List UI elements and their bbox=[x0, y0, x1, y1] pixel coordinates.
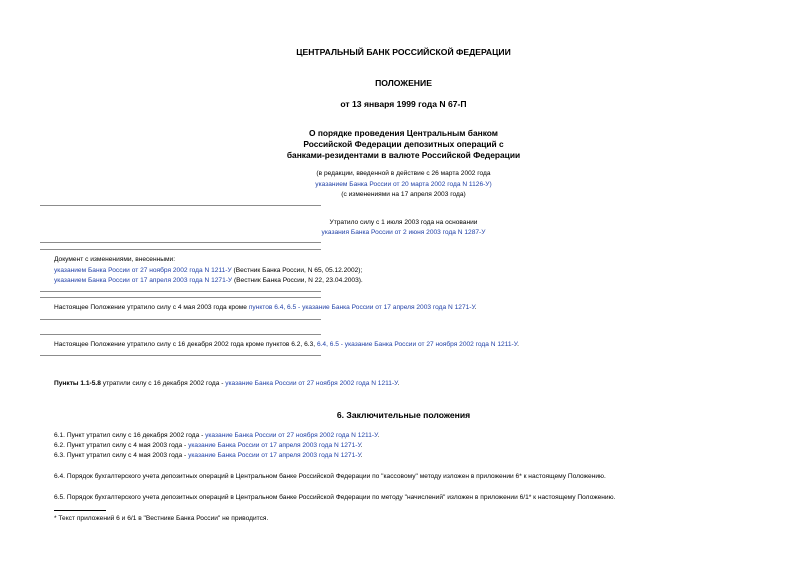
points-link[interactable]: указание Банка России от 27 ноября 2002 года N 1211-У bbox=[225, 380, 398, 387]
item-6-5: 6.5. Порядок бухгалтерского учета депозитных операций в Центральном банке Российской Федерации по методу "начислений" изложен в приложении 6/1* к настоящему Положению. bbox=[54, 494, 616, 501]
divider bbox=[40, 291, 321, 292]
doc-date: от 13 января 1999 года N 67-П bbox=[340, 99, 467, 109]
lost-force-link[interactable]: указания Банка России от 2 июня 2003 года N 1287-У bbox=[321, 229, 486, 236]
amendments-intro: Документ с изменениями, внесенными: bbox=[54, 256, 176, 263]
divider bbox=[40, 249, 321, 250]
doc-title-line-2: Российской Федерации депозитных операций с bbox=[303, 139, 504, 149]
doc-title-line-1: О порядке проведения Центральным банком bbox=[309, 128, 498, 138]
divider bbox=[40, 334, 321, 335]
divider bbox=[40, 205, 321, 206]
amendment-item: указанием Банка России от 17 апреля 2003 года N 1271-У (Вестник Банка России, N 22, 23.04.2003). bbox=[54, 277, 363, 284]
amendment-item: указанием Банка России от 27 ноября 2002 года N 1211-У (Вестник Банка России, N 65, 05.12.2002); bbox=[54, 267, 363, 274]
edition-line: (в редакции, введенной в действие с 26 марта 2002 года bbox=[316, 170, 491, 177]
edition-link[interactable]: указанием Банка России от 20 марта 2002 года N 1126-У) bbox=[315, 181, 492, 188]
note-lost-force-may: Настоящее Положение утратило силу с 4 мая 2003 года кроме пунктов 6.4, 6.5 - указание Банка России от 17 апреля 2003 года N 1271-У. bbox=[54, 304, 477, 311]
divider bbox=[40, 355, 321, 356]
item-6-1: 6.1. Пункт утратил силу с 16 декабря 2002 года - указание Банка России от 27 ноября 2002 года N 1211-У. bbox=[54, 432, 380, 439]
item-6-3: 6.3. Пункт утратил силу с 4 мая 2003 года - указание Банка России от 17 апреля 2003 года N 1271-У. bbox=[54, 452, 363, 459]
edition-changes: (с изменениями на 17 апреля 2003 года) bbox=[341, 191, 466, 198]
points-lost-force: Пункты 1.1-5.8 утратили силу с 16 декабря 2002 года - указание Банка России от 27 ноября 2002 года N 1211-У. bbox=[54, 380, 400, 387]
note-link[interactable]: пунктов 6.4, 6.5 - указание Банка России от 17 апреля 2003 года N 1271-У bbox=[248, 304, 475, 311]
amendment-link[interactable]: указанием Банка России от 27 ноября 2002 года N 1211-У bbox=[54, 267, 232, 274]
footnote-rule bbox=[54, 510, 106, 511]
item-6-4: 6.4. Порядок бухгалтерского учета депозитных операций в Центральном банке Российской Федерации по "кассовому" методу изложен в приложении 6* к настоящему Положению. bbox=[54, 473, 606, 480]
divider bbox=[40, 319, 321, 320]
footnote: * Текст приложений 6 и 6/1 в "Вестнике Банка России" не приводится. bbox=[54, 515, 269, 522]
doc-title-line-3: банками-резидентами в валюте Российской Федерации bbox=[286, 150, 521, 160]
divider bbox=[40, 242, 321, 243]
note-link[interactable]: 6.4, 6.5 - указание Банка России от 27 ноября 2002 года N 1211-У bbox=[316, 341, 518, 348]
item-link[interactable]: указание Банка России от 17 апреля 2003 года N 1271-У bbox=[188, 442, 361, 449]
doc-type: ПОЛОЖЕНИЕ bbox=[375, 78, 432, 88]
note-lost-force-december: Настоящее Положение утратило силу с 16 декабря 2002 года кроме пунктов 6.2, 6.3, 6.4, 6.5 - указание Банка России от 27 ноября 2002 года N 1211-У. bbox=[54, 341, 519, 348]
item-6-2: 6.2. Пункт утратил силу с 4 мая 2003 года - указание Банка России от 17 апреля 2003 года N 1271-У. bbox=[54, 442, 363, 449]
item-link[interactable]: указание Банка России от 17 апреля 2003 года N 1271-У bbox=[188, 452, 361, 459]
amendment-link[interactable]: указанием Банка России от 17 апреля 2003 года N 1271-У bbox=[54, 277, 233, 284]
lost-force-text: Утратило силу с 1 июля 2003 года на основании bbox=[329, 219, 478, 226]
item-link[interactable]: указание Банка России от 27 ноября 2002 года N 1211-У bbox=[205, 432, 378, 439]
section-heading: 6. Заключительные положения bbox=[336, 410, 471, 420]
divider bbox=[40, 297, 321, 298]
org-title: ЦЕНТРАЛЬНЫЙ БАНК РОССИЙСКОЙ ФЕДЕРАЦИИ bbox=[296, 47, 511, 57]
